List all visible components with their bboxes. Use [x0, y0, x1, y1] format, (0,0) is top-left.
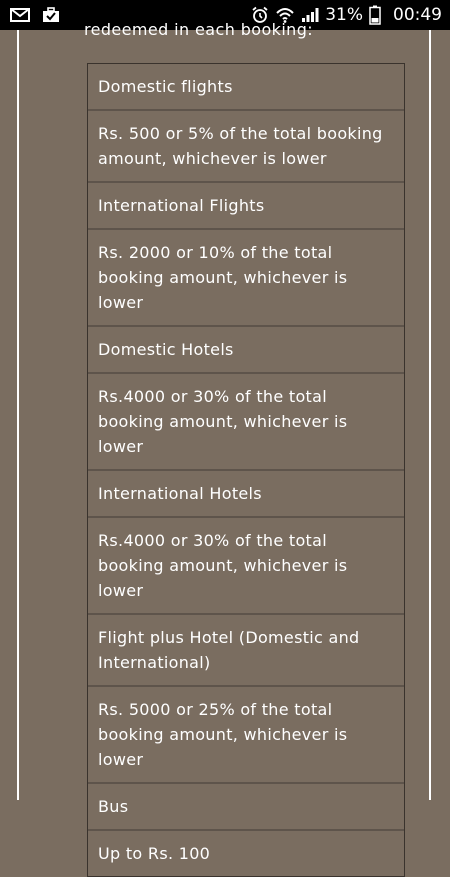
table-limit-cell: Up to Rs. 100 — [88, 831, 404, 877]
table-limit-cell: Rs.4000 or 30% of the total booking amount, whichever is lower — [88, 518, 404, 615]
table-category-cell: Bus — [88, 784, 404, 831]
status-bar-left — [10, 7, 60, 23]
table-category-cell: Domestic flights — [88, 64, 404, 111]
redemption-limits-table — [87, 63, 405, 877]
table-limit-cell: Rs. 2000 or 10% of the total booking amount, whichever is lower — [88, 230, 404, 327]
table-category-cell: International Hotels — [88, 471, 404, 518]
battery-percent: 31% — [325, 5, 363, 25]
table-limit-cell: Rs. 500 or 5% of the total booking amount, whichever is lower — [88, 111, 404, 183]
mail-icon — [10, 7, 30, 23]
left-border-line — [17, 30, 19, 800]
table-limit-cell: Rs.4000 or 30% of the total booking amount, whichever is lower — [88, 374, 404, 471]
intro-text: redeemed in each booking: — [84, 20, 314, 39]
right-border-line — [429, 30, 431, 800]
table-limit-cell: Rs. 5000 or 25% of the total booking amount, whichever is lower — [88, 687, 404, 784]
briefcase-icon — [42, 7, 60, 23]
table-category-cell: International Flights — [88, 183, 404, 230]
battery-icon — [369, 5, 381, 25]
table-category-cell: Flight plus Hotel (Domestic and International) — [88, 615, 404, 687]
clock: 00:49 — [393, 5, 442, 25]
table-category-cell: Domestic Hotels — [88, 327, 404, 374]
page-content — [0, 20, 450, 863]
